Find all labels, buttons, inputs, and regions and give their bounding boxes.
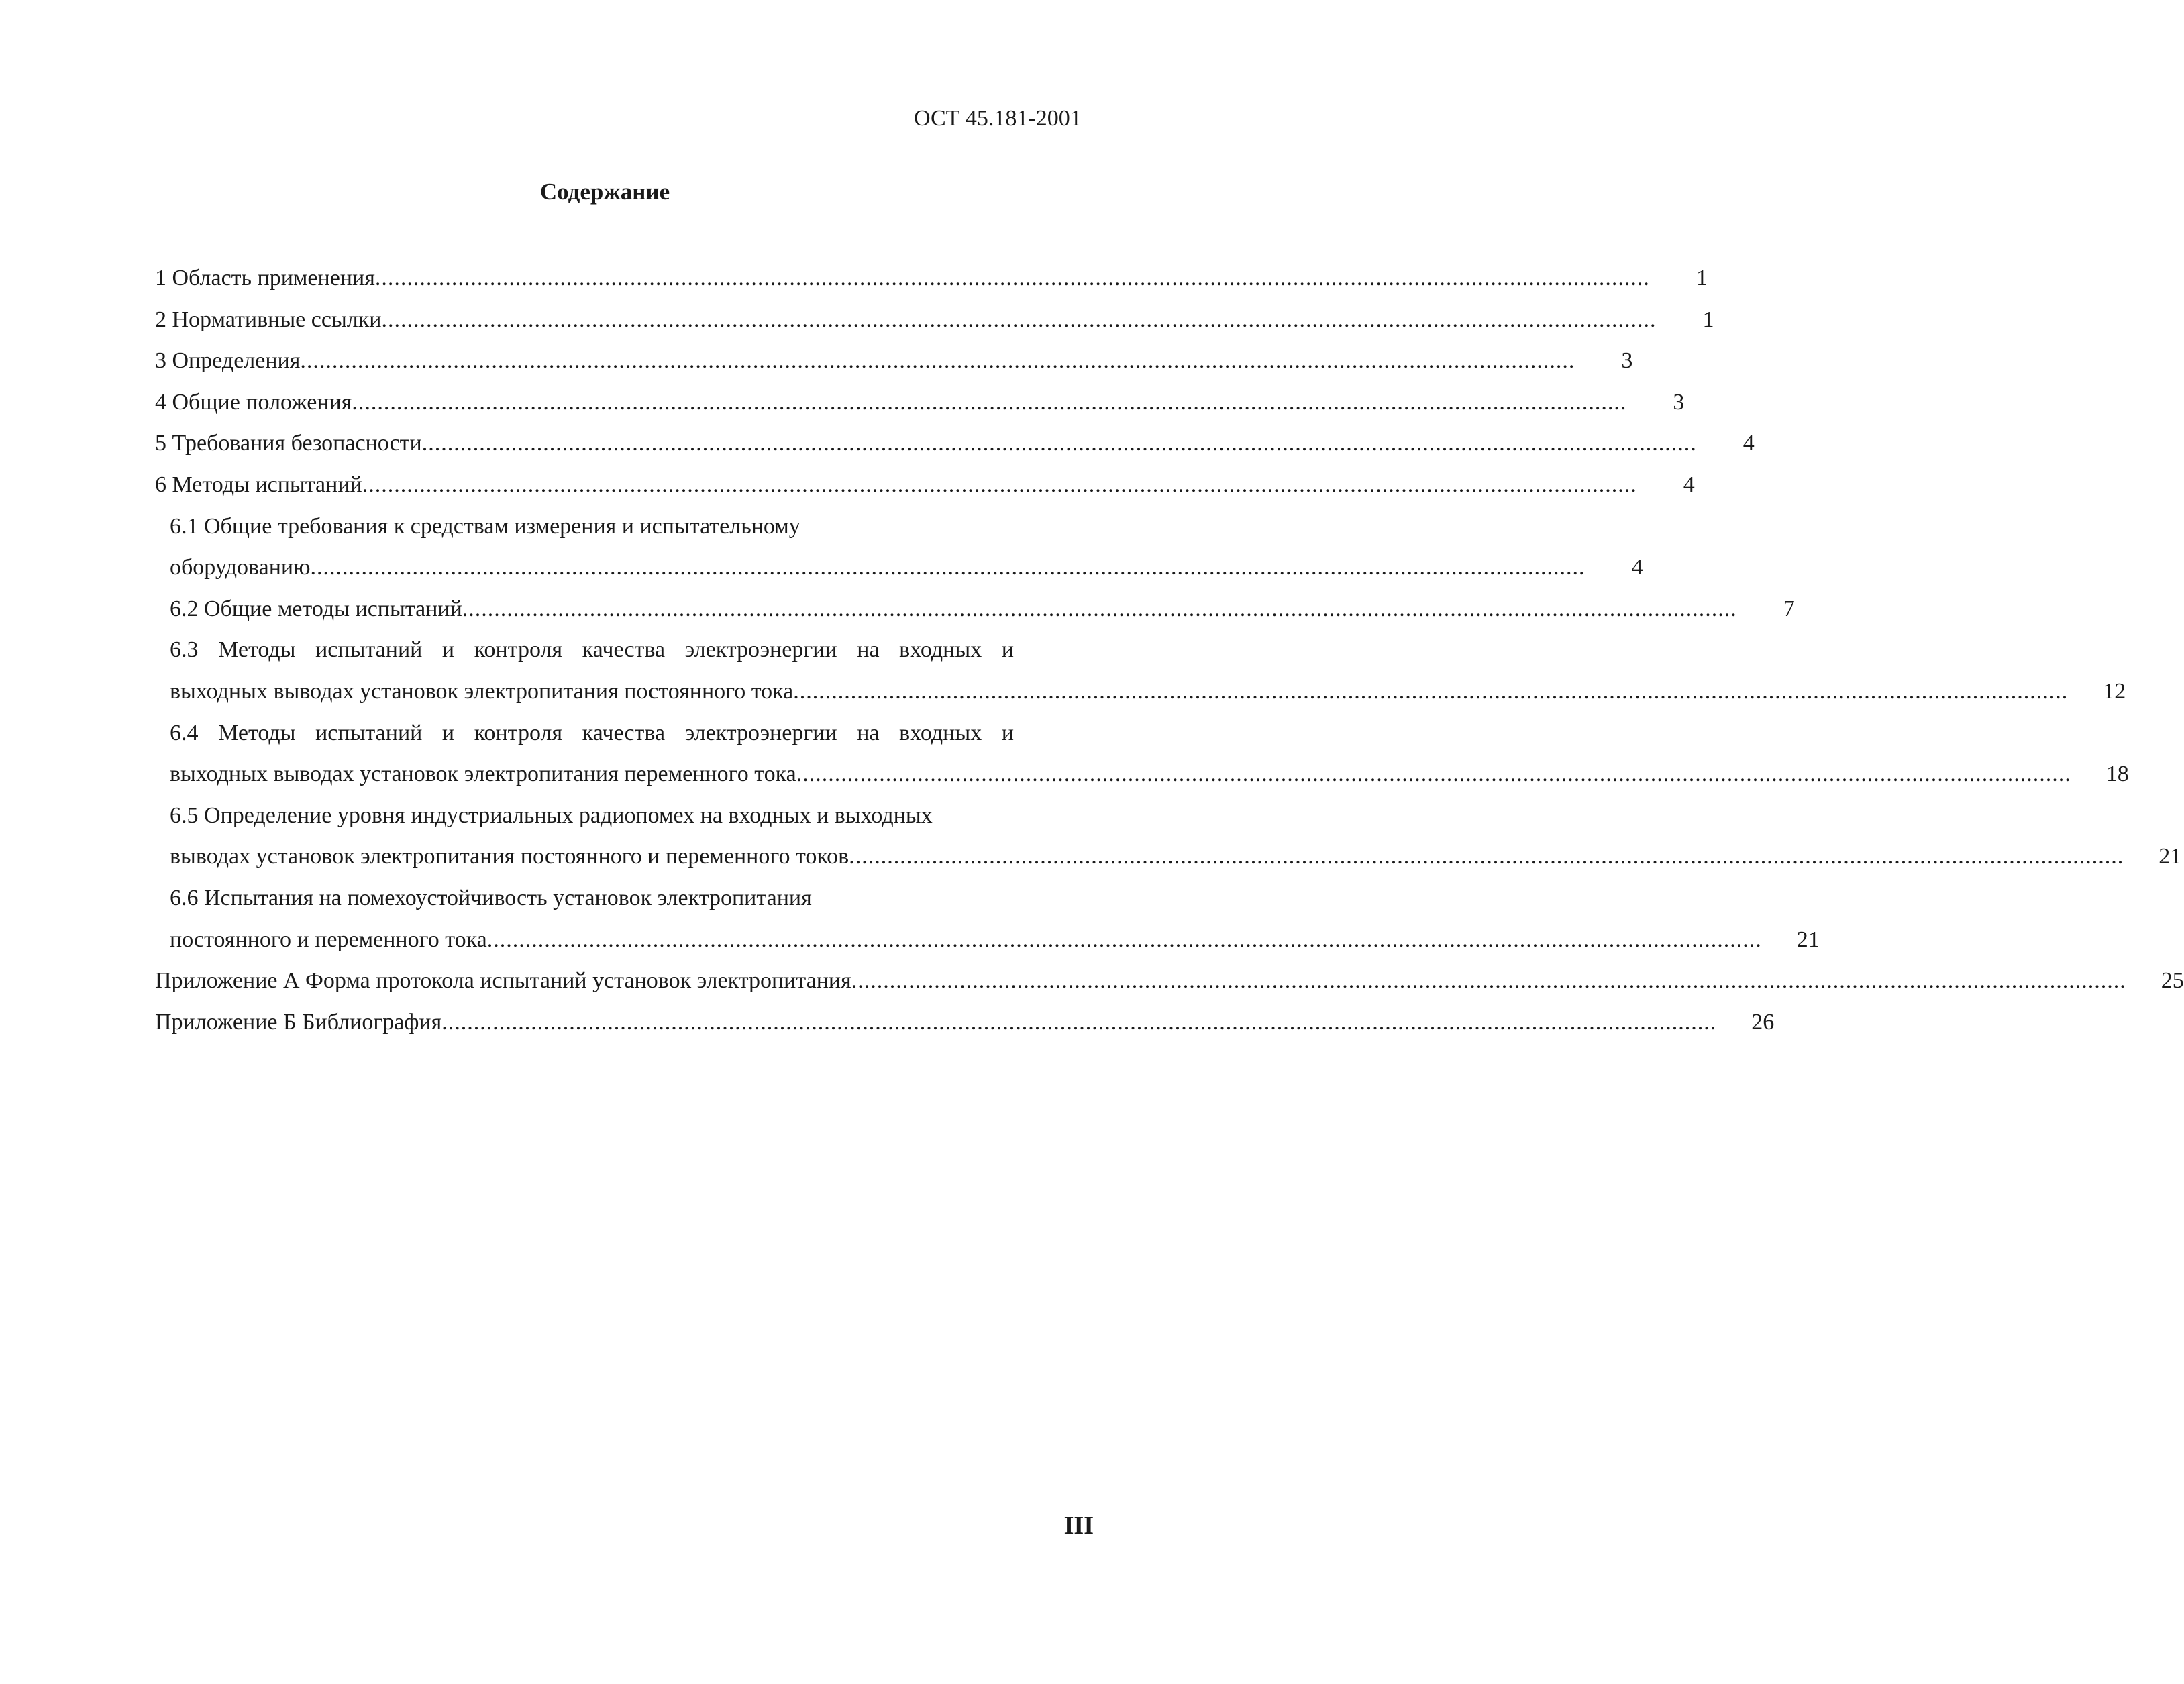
toc-entry-line[interactable] (155, 713, 1014, 754)
toc-entry[interactable] (155, 753, 2129, 795)
toc-entry[interactable] (155, 464, 1695, 506)
toc-entry-page: 4 (1743, 431, 1755, 456)
toc-entry-label: выходных выводах установок электропитания переменного тока (170, 761, 796, 787)
toc-entry-page: 4 (1683, 472, 1695, 497)
dot-leader: ........................................................................................................................................................................................................ (421, 431, 1697, 456)
toc-entry[interactable] (155, 258, 1708, 299)
toc-entry-label: 6.2 Общие методы испытаний (170, 596, 462, 621)
dot-leader: ........................................................................................................................................................................................................ (851, 968, 2126, 994)
toc-entry[interactable] (155, 423, 1755, 464)
dot-leader: ........................................................................................................................................................................................................ (462, 596, 1737, 621)
toc-entry[interactable] (155, 836, 2182, 878)
page-number: III (1063, 1512, 1094, 1540)
toc-entry-label: 6.1 Общие требования к средствам измерения и испытательному (170, 513, 800, 539)
toc-entry[interactable] (155, 299, 1714, 341)
dot-leader: ........................................................................................................................................................................................................ (441, 1009, 1717, 1035)
toc-entry-page: 1 (1696, 266, 1708, 291)
dot-leader: ........................................................................................................................................................................................................ (300, 348, 1575, 374)
dot-leader: ........................................................................................................................................................................................................ (381, 307, 1657, 332)
toc-entry-page: 7 (1783, 596, 1795, 621)
toc-entry-page: 3 (1673, 389, 1685, 415)
toc-entry-label: выходных выводах установок электропитания постоянного тока (170, 678, 794, 704)
toc-entry[interactable] (155, 671, 2126, 713)
page-title: Содержание (539, 178, 670, 205)
toc-entry-label: 6.6 Испытания на помехоустойчивость установок электропитания (170, 885, 812, 910)
document-code: ОСТ 45.181-2001 (914, 106, 1082, 131)
dot-leader: ........................................................................................................................................................................................................ (793, 678, 2069, 704)
dot-leader: ........................................................................................................................................................................................................ (796, 761, 2071, 787)
toc-entry-label: 6.3 Методы испытаний и контроля качества электроэнергии на входных и (170, 637, 1014, 663)
toc-entry-label: 6.4 Методы испытаний и контроля качества электроэнергии на входных и (170, 720, 1014, 745)
toc-entry-label: постоянного и переменного тока (170, 927, 487, 952)
toc-entry-line[interactable] (155, 629, 1014, 671)
toc-entry[interactable] (155, 382, 1685, 423)
toc-entry-line[interactable] (155, 795, 1014, 837)
toc-entry[interactable] (155, 547, 1643, 588)
toc-entry-page: 12 (2103, 678, 2126, 704)
dot-leader: ........................................................................................................................................................................................................ (310, 555, 1585, 580)
toc-entry-label: 6.5 Определение уровня индустриальных радиопомех на входных и выходных (170, 802, 933, 828)
toc-entry-label: 2 Нормативные ссылки (155, 307, 382, 332)
toc-entry-label: 3 Определения (155, 348, 301, 374)
toc-entry-label: 4 Общие положения (155, 389, 352, 415)
toc-entry-label: оборудованию (170, 555, 311, 580)
toc-entry[interactable] (155, 1002, 1775, 1043)
toc-entry-page: 1 (1702, 307, 1714, 332)
dot-leader: ........................................................................................................................................................................................................ (362, 472, 1637, 497)
toc-entry-label: 6 Методы испытаний (155, 472, 362, 497)
toc-entry-label: Приложение Б Библиография (155, 1009, 442, 1035)
toc-entry[interactable] (155, 919, 1820, 961)
toc-entry[interactable] (155, 340, 1633, 382)
toc-entry-label: выводах установок электропитания постоянного и переменного токов (170, 844, 849, 870)
toc-entry-line[interactable] (155, 878, 1014, 919)
toc-entry-label: 1 Область применения (155, 266, 375, 291)
toc-entry[interactable] (155, 960, 2184, 1002)
table-of-contents (155, 258, 2184, 1043)
toc-entry-page: 21 (1796, 927, 1820, 952)
toc-entry-page: 18 (2105, 761, 2129, 787)
toc-entry-page: 3 (1621, 348, 1633, 374)
dot-leader: ........................................................................................................................................................................................................ (374, 266, 1650, 291)
dot-leader: ........................................................................................................................................................................................................ (486, 927, 1762, 952)
toc-entry-page: 26 (1751, 1009, 1775, 1035)
toc-entry-label: Приложение А Форма протокола испытаний установок электропитания (155, 968, 851, 994)
toc-entry-page: 21 (2159, 844, 2182, 870)
dot-leader: ........................................................................................................................................................................................................ (849, 844, 2124, 870)
toc-entry[interactable] (155, 588, 1795, 630)
toc-entry-page: 25 (2161, 968, 2184, 994)
toc-entry-label: 5 Требования безопасности (155, 431, 422, 456)
dot-leader: ........................................................................................................................................................................................................ (352, 389, 1627, 415)
toc-entry-line[interactable] (155, 506, 1014, 547)
toc-entry-page: 4 (1631, 555, 1643, 580)
